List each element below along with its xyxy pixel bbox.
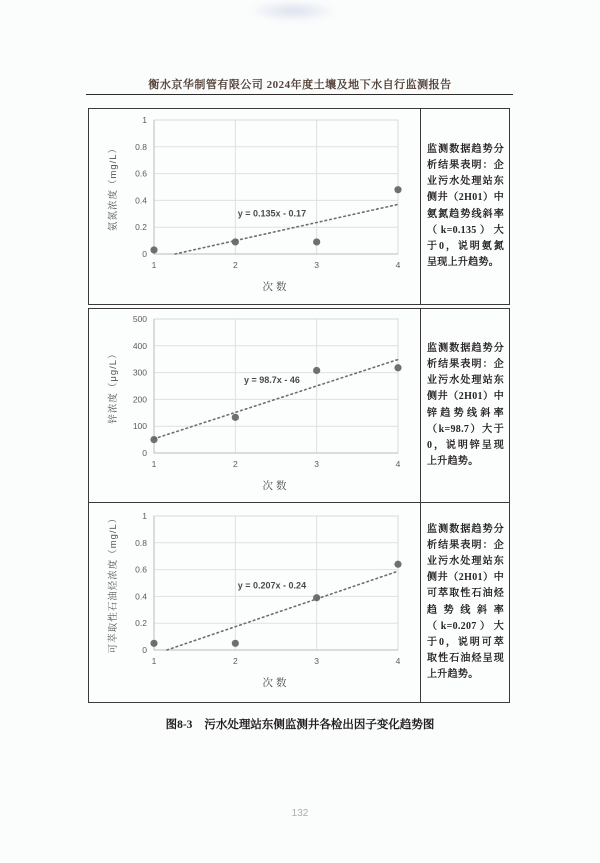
chart-cell-petroleum	[89, 503, 420, 702]
svg-text:0: 0	[141, 248, 147, 259]
figure-caption-title: 污水处理站东侧监测井各检出因子变化趋势图	[204, 719, 435, 731]
svg-text:0.8: 0.8	[134, 537, 147, 548]
analysis-cell-ammonia	[420, 109, 509, 304]
svg-text:4: 4	[395, 655, 400, 666]
svg-text:锌浓度（μg/L）: 锌浓度（μg/L）	[107, 347, 119, 424]
svg-text:次数: 次数	[262, 280, 289, 293]
svg-text:300: 300	[132, 367, 147, 378]
svg-text:y = 0.207x - 0.24: y = 0.207x - 0.24	[237, 579, 306, 590]
page-number: 132	[291, 808, 309, 819]
svg-text:可萃取性石油烃浓度（mg/L）: 可萃取性石油烃浓度（mg/L）	[107, 512, 119, 653]
svg-text:200: 200	[132, 393, 147, 404]
svg-text:2: 2	[232, 259, 238, 270]
svg-text:3: 3	[313, 655, 319, 666]
svg-text:0: 0	[141, 447, 147, 458]
svg-text:1: 1	[151, 458, 156, 469]
svg-text:1: 1	[141, 114, 147, 125]
page-header-title: 衡水京华制管有限公司 2024年度土壤及地下水自行监测报告	[148, 79, 452, 91]
svg-text:氨氮浓度（mg/L）: 氨氮浓度（mg/L）	[107, 142, 119, 231]
svg-text:y = 98.7x - 46: y = 98.7x - 46	[243, 374, 300, 385]
trend-panel-zinc	[88, 308, 510, 503]
zinc-trend-chart	[90, 311, 420, 501]
header-divider	[86, 94, 513, 95]
svg-text:100: 100	[132, 420, 147, 431]
analysis-text-petroleum: 监测数据趋势分析结果表明：企业污水处理站东侧井（2H01）中可萃取性石油烃趋势线斜率（k=0.207）大于0，说明可萃取性石油烃呈现上升趋势。	[427, 523, 504, 681]
svg-text:500: 500	[132, 313, 147, 324]
svg-text:1: 1	[141, 510, 147, 521]
chart-cell-ammonia	[89, 109, 420, 304]
analysis-text-ammonia: 监测数据趋势分析结果表明：企业污水处理站东侧井（2H01）中氨氮趋势线斜率（k=0.135）大于0，说明氨氮呈现上升趋势。	[427, 143, 504, 269]
svg-text:0.2: 0.2	[134, 617, 147, 628]
svg-text:0.2: 0.2	[134, 221, 147, 232]
figure-caption-label: 图8-3	[165, 719, 193, 731]
svg-text:0.4: 0.4	[134, 194, 147, 205]
trend-panel-petroleum	[88, 502, 510, 703]
svg-text:1: 1	[151, 655, 156, 666]
svg-text:次数: 次数	[262, 479, 289, 492]
svg-text:次数: 次数	[262, 676, 289, 689]
svg-text:0.8: 0.8	[134, 141, 147, 152]
svg-text:4: 4	[395, 458, 400, 469]
svg-text:0.6: 0.6	[134, 564, 147, 575]
svg-text:0: 0	[141, 644, 147, 655]
trend-panel-ammonia	[88, 108, 510, 305]
svg-text:2: 2	[232, 655, 238, 666]
chart-cell-zinc	[89, 309, 420, 502]
svg-text:3: 3	[313, 259, 319, 270]
petroleum-trend-chart	[90, 508, 420, 698]
svg-text:400: 400	[132, 340, 147, 351]
svg-text:3: 3	[313, 458, 319, 469]
svg-text:4: 4	[395, 259, 400, 270]
analysis-cell-petroleum	[420, 503, 509, 702]
analysis-text-zinc: 监测数据趋势分析结果表明：企业污水处理站东侧井（2H01）中锌趋势线斜率（k=98.7）大于0，说明锌呈现上升趋势。	[427, 342, 504, 468]
svg-text:2: 2	[232, 458, 238, 469]
svg-text:1: 1	[151, 259, 156, 270]
scan-artifact-smudge	[248, 0, 338, 22]
ammonia-trend-chart	[90, 112, 420, 302]
svg-text:0.4: 0.4	[134, 590, 147, 601]
figure-caption	[0, 716, 600, 732]
svg-text:y = 0.135x - 0.17: y = 0.135x - 0.17	[237, 207, 306, 218]
analysis-cell-zinc	[420, 309, 509, 502]
svg-text:0.6: 0.6	[134, 168, 147, 179]
